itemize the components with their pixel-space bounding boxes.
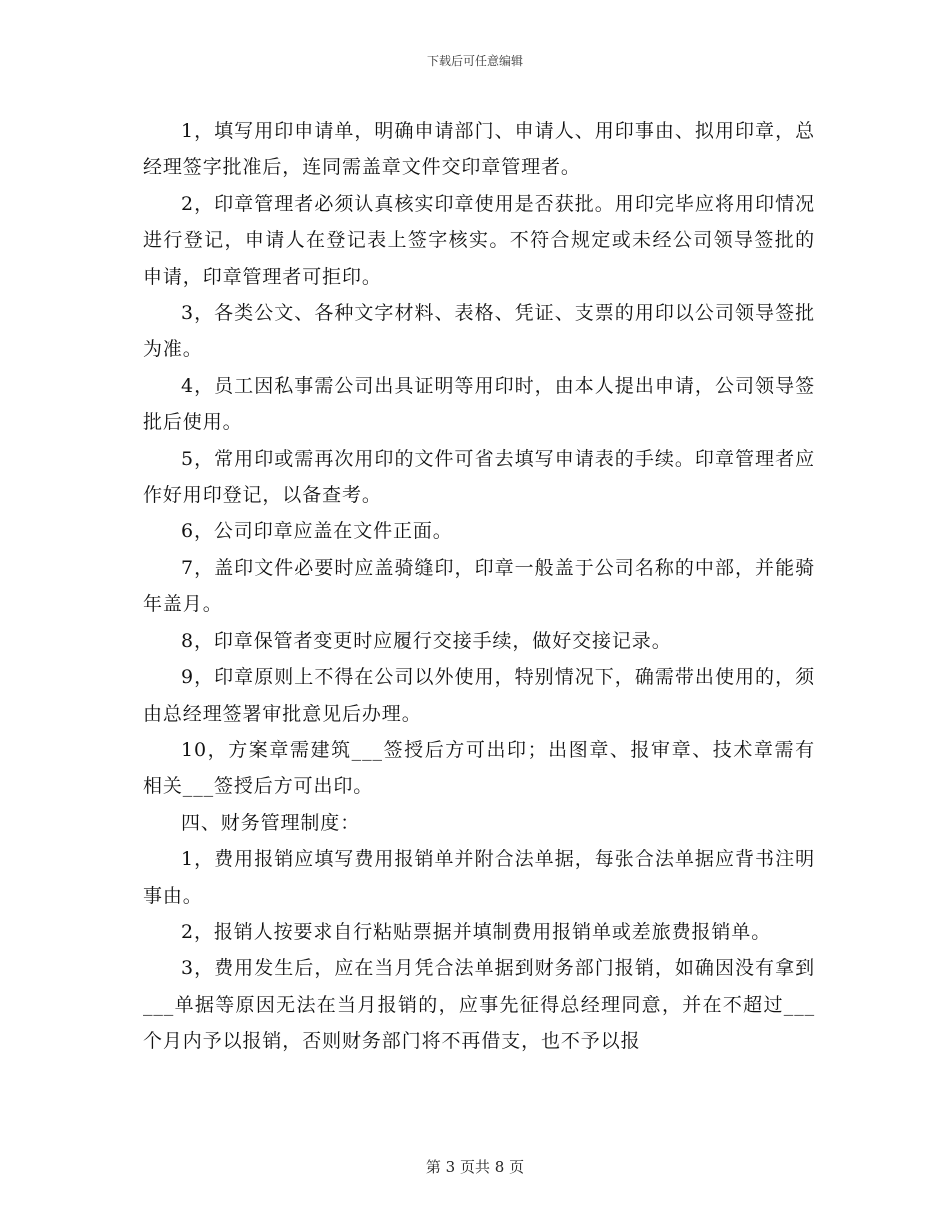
paragraph: 6，公司印章应盖在文件正面。 — [181, 520, 453, 543]
paragraph: 9，印章原则上不得在公司以外使用，特别情况下，确需带出使用的，须由总经理签署审批意见后办理。 — [143, 666, 815, 725]
paragraph: 1，费用报销应填写费用报销单并附合法单据，每张合法单据应背书注明事由。 — [143, 848, 815, 907]
paragraph: 8，印章保管者变更时应履行交接手续，做好交接记录。 — [181, 629, 672, 652]
page-header: 下载后可任意编辑 — [426, 54, 523, 68]
paragraph: 1，填写用印申请单，明确申请部门、申请人、用印事由、拟用印章，总经理签字批准后，连同需盖章文件交印章管理者。 — [143, 120, 815, 179]
paragraph: 5，常用印或需再次用印的文件可省去填写申请表的手续。印章管理者应作好用印登记，以备查考。 — [143, 447, 815, 507]
document-body — [143, 113, 815, 1060]
paragraph: 2，印章管理者必须认真核实印章使用是否获批。用印完毕应将用印情况进行登记，申请人在登记表上签字核实。不符合规定或未经公司领导签批的申请，印章管理者可拒印。 — [143, 192, 815, 288]
paragraph: 10，方案章需建筑___签授后方可出印；出图章、报审章、技术章需有相关___签授后方可出印。 — [143, 738, 815, 798]
paragraph: 4，员工因私事需公司出具证明等用印时，由本人提出申请，公司领导签批后使用。 — [143, 374, 815, 434]
page-number: 第 3 页共 8 页 — [425, 1158, 525, 1176]
paragraph: 7，盖印文件必要时应盖骑缝印，印章一般盖于公司名称的中部，并能骑年盖月。 — [143, 556, 815, 616]
section-heading: 四、财务管理制度： — [181, 811, 361, 834]
paragraph: 3，各类公文、各种文字材料、表格、凭证、支票的用印以公司领导签批为准。 — [143, 302, 815, 361]
paragraph: 3，费用发生后，应在当月凭合法单据到财务部门报销，如确因没有拿到___单据等原因无法在当月报销的，应事先征得总经理同意，并在不超过___个月内予以报销，否则财务部门将不再借支，也不予以报 — [143, 957, 815, 1053]
paragraph: 2，报销人按要求自行粘贴票据并填制费用报销单或差旅费报销单。 — [181, 920, 772, 943]
